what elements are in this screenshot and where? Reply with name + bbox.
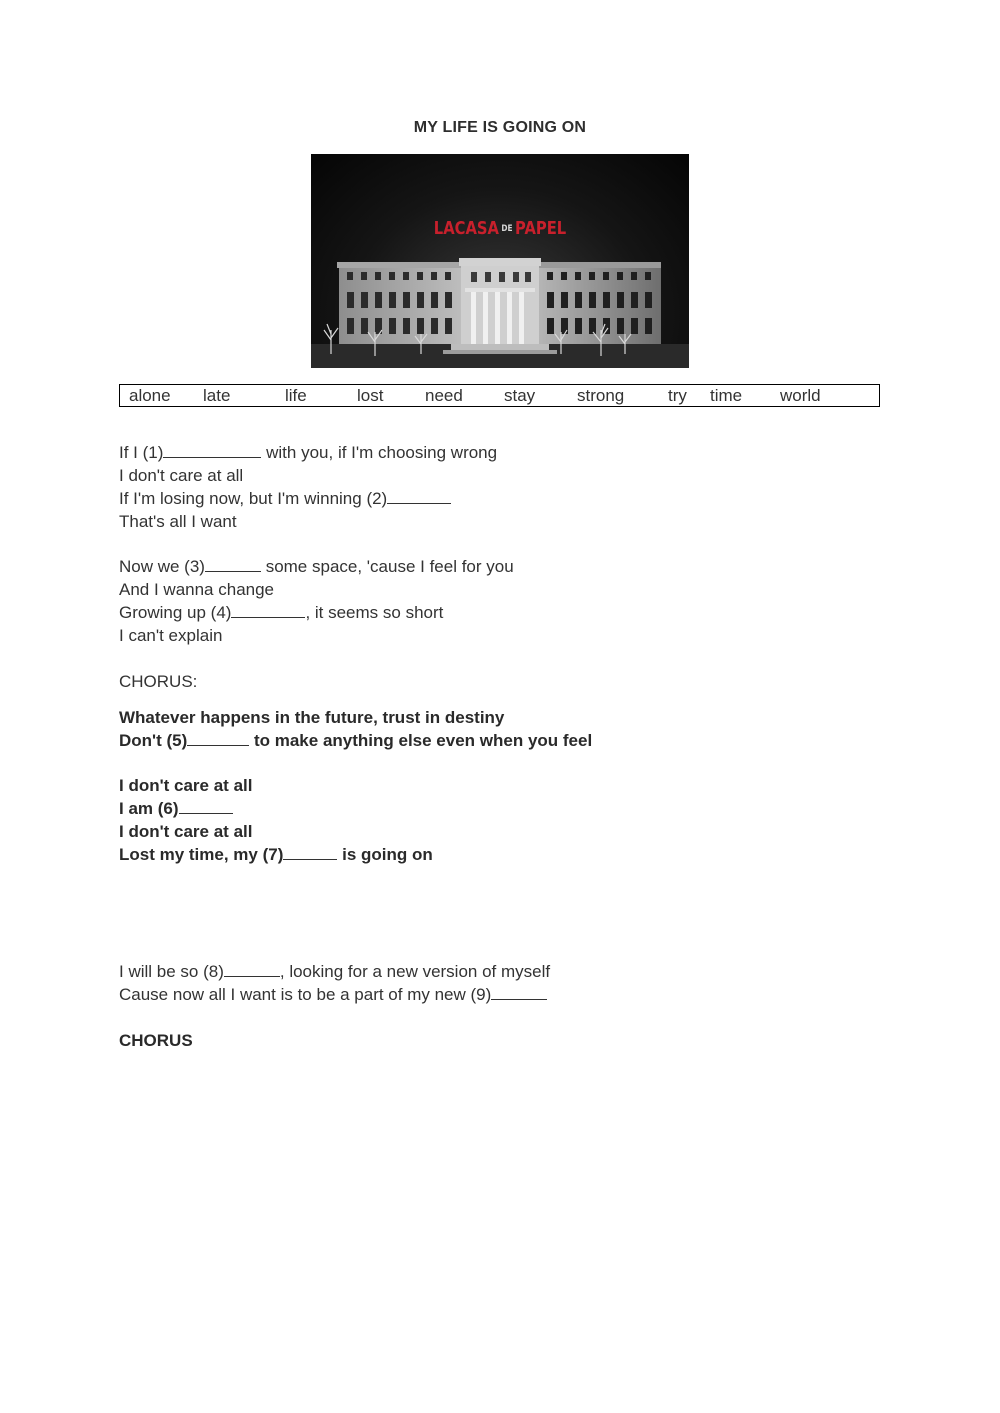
lyric-line: I can't explain [119, 626, 223, 645]
word-bank-item: life [285, 386, 307, 405]
lyric-line: Now we (3) some space, 'cause I feel for you [119, 557, 514, 576]
building-illustration [311, 154, 689, 368]
lyric-line: I don't care at all [119, 466, 244, 485]
lyric-line: Growing up (4) , it seems so short [119, 603, 444, 622]
gap-blank-8[interactable] [224, 962, 280, 977]
word-bank-item: alone [129, 386, 171, 405]
chorus-line: Whatever happens in the future, trust in destiny [119, 708, 505, 727]
word-bank-item: strong [577, 386, 625, 405]
gap-blank-7[interactable] [283, 845, 337, 860]
gap-blank-9[interactable] [491, 985, 547, 1000]
gap-blank-2[interactable] [387, 489, 451, 504]
lyric-line: I will be so (8) , looking for a new version of myself [119, 962, 551, 981]
word-bank-item: lost [357, 386, 384, 405]
gap-blank-3[interactable] [205, 557, 261, 572]
poster-logo: LACASA DE PAPEL [433, 218, 567, 239]
chorus-line: Lost my time, my (7) is going on [119, 845, 433, 864]
gap-blank-1[interactable] [163, 443, 261, 458]
lyric-line: That's all I want [119, 512, 237, 531]
gap-blank-5[interactable] [187, 731, 249, 746]
lyric-line: If I (1) with you, if I'm choosing wrong [119, 443, 498, 462]
la-casa-de-papel-poster [311, 154, 689, 368]
gap-blank-4[interactable] [231, 603, 305, 618]
lyric-line: Cause now all I want is to be a part of my new (9) [119, 985, 547, 1005]
chorus-line: I don't care at all [119, 822, 253, 841]
word-bank [119, 384, 880, 407]
chorus-line: I don't care at all [119, 776, 253, 795]
page-title: MY LIFE IS GOING ON [413, 119, 587, 136]
word-bank-item: try [668, 386, 687, 405]
word-bank-item: need [425, 386, 463, 405]
lyric-line: And I wanna change [119, 580, 275, 599]
chorus-line: Don't (5) to make anything else even when you feel [119, 731, 593, 750]
word-bank-item: late [203, 386, 231, 405]
word-bank-item: time [710, 386, 743, 405]
chorus-label: CHORUS: [119, 672, 198, 691]
lyric-line: If I'm losing now, but I'm winning (2) [119, 489, 451, 509]
word-bank-item: stay [504, 386, 536, 405]
gap-blank-6[interactable] [179, 799, 233, 814]
chorus-line: I am (6) [119, 799, 233, 819]
word-bank-item: world [780, 386, 821, 405]
chorus-repeat-label: CHORUS [119, 1031, 193, 1050]
